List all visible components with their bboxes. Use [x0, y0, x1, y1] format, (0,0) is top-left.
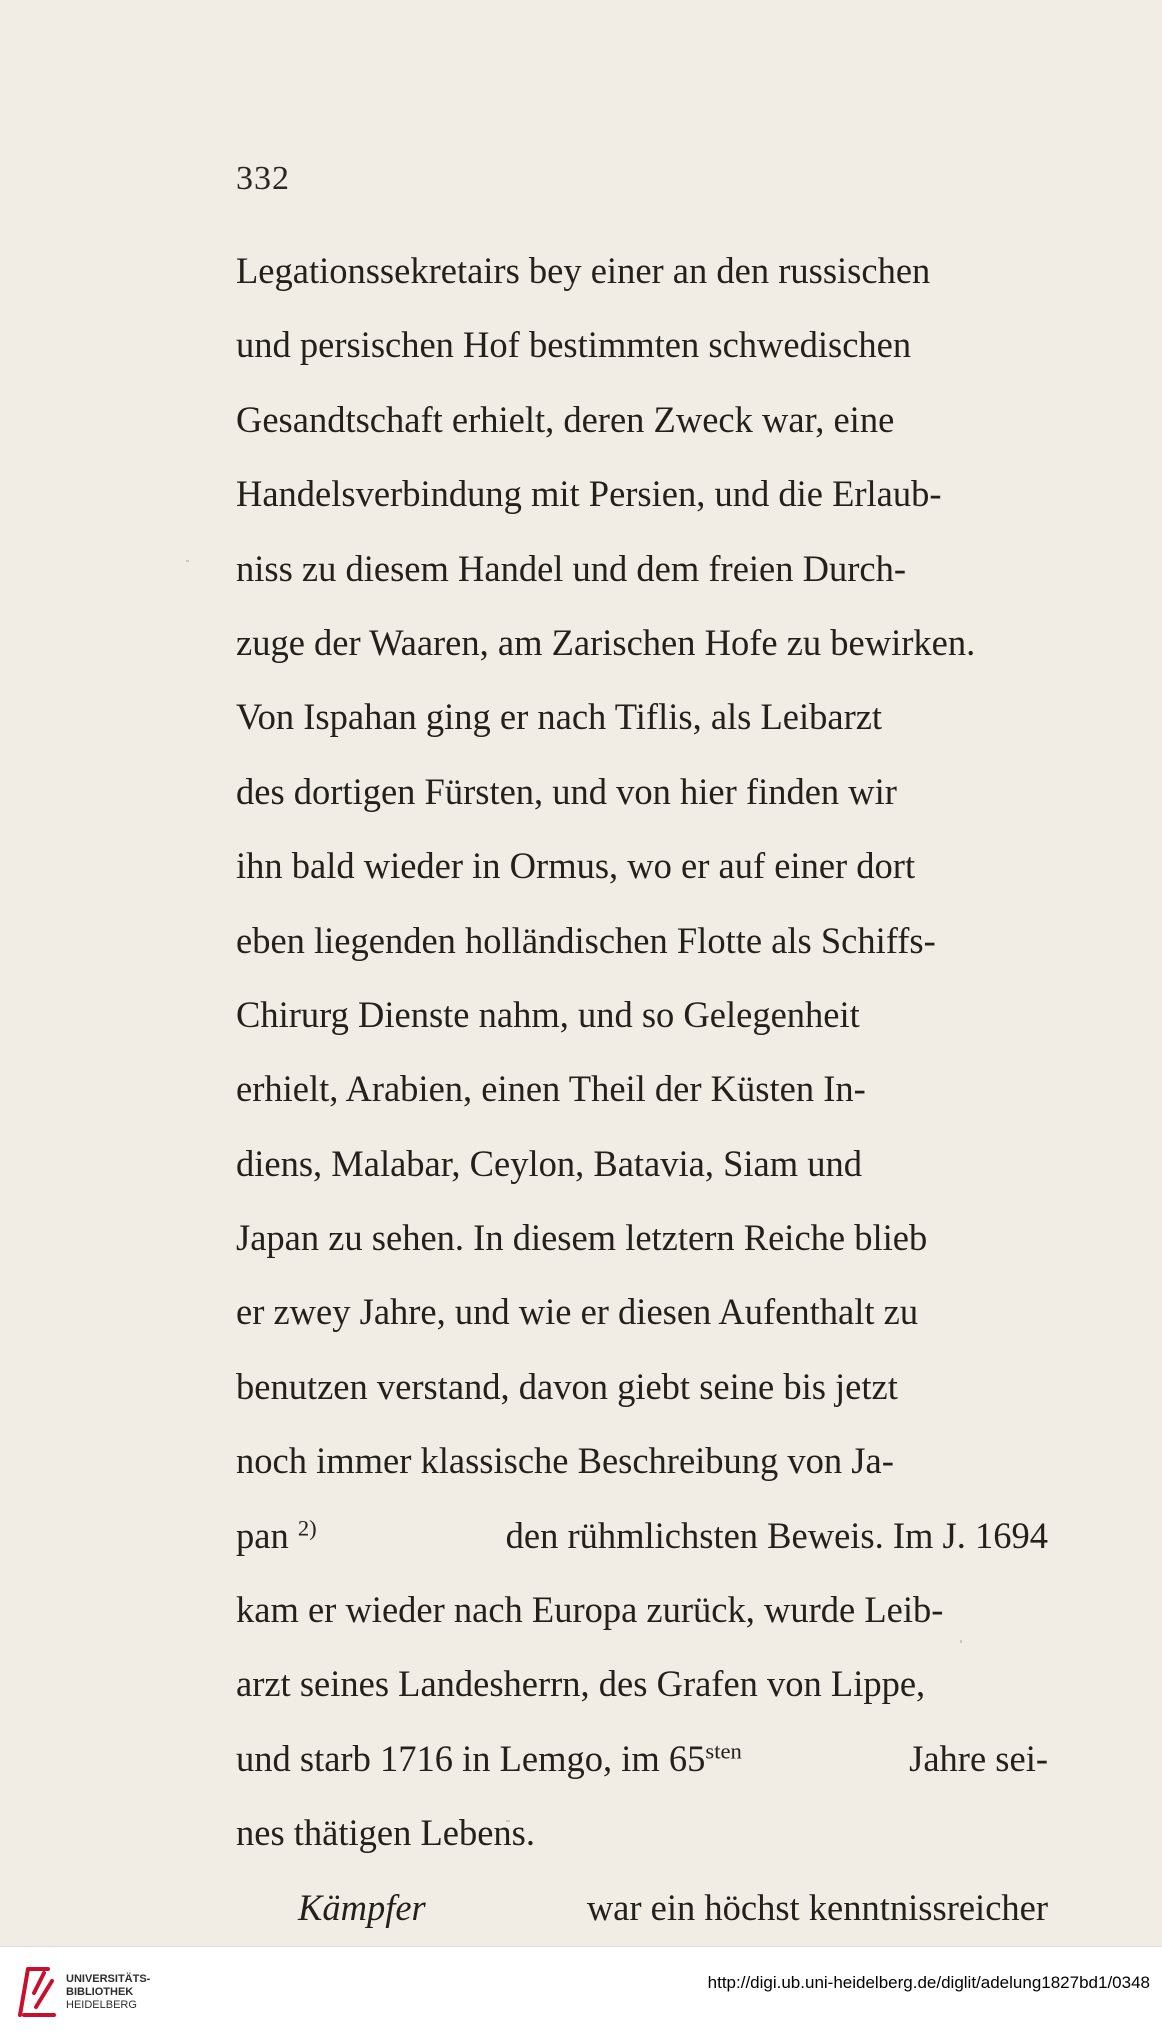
- text-line: des dortigen Fürsten, und von hier finden wir: [236, 770, 897, 812]
- paper-speck: [186, 560, 189, 562]
- text-line: pan $^{2)}$ den rühmlichsten Beweis. Im J. 1694: [236, 1514, 1048, 1556]
- text-line: Japan zu sehen. In diesem letztern Reiche blieb: [236, 1217, 928, 1259]
- text-line: kam er wieder nach Europa zurück, wurde Leib-: [236, 1589, 944, 1631]
- text-line: Chirurg Dienste nahm, und so Gelegenheit: [236, 993, 860, 1035]
- author-name: Kämpfer: [298, 1886, 426, 1928]
- text-line: Legationssekretairs bey einer an den russischen: [236, 250, 931, 291]
- text-line: diens, Malabar, Ceylon, Batavia, Siam und: [236, 1142, 863, 1184]
- text-line: und starb 1716 in Lemgo, im $65^{sten}$ Jahre sei-: [236, 1737, 1048, 1779]
- text-line: erhielt, Arabien, einen Theil der Küsten In-: [236, 1068, 866, 1110]
- footer-bar: [0, 1946, 1162, 2033]
- superscript: sten: [705, 1738, 742, 1764]
- text-line: nes thätigen Lebens.: [236, 1812, 536, 1854]
- source-url[interactable]: http://digi.ub.uni-heidelberg.de/diglit/adelung1827bd1/0348: [707, 1973, 1150, 1992]
- text-line: Handelsverbindung mit Persien, und die Erlaub-: [236, 473, 942, 515]
- text-line: und persischen Hof bestimmten schwedischen: [236, 324, 912, 366]
- text-line: Von Ispahan ging er nach Tiflis, als Leibarzt: [236, 696, 883, 738]
- text-line: benutzen verstand, davon giebt seine bis jetzt: [236, 1365, 898, 1407]
- text-line: er zwey Jahre, und wie er diesen Aufenthalt zu: [236, 1291, 919, 1333]
- text-line: ihn bald wieder in Ormus, wo er auf einer dort: [236, 845, 916, 887]
- text-line: Kämpfer war ein höchst kenntnissreicher: [236, 1871, 1048, 1945]
- library-name: UNIVERSITÄTS- BIBLIOTHEK HEIDELBERG: [66, 1973, 151, 2011]
- text-line: niss zu diesem Handel und dem freien Durch-: [236, 547, 906, 589]
- text-line: arzt seines Landesherrn, des Grafen von Lippe,: [236, 1663, 926, 1705]
- text-line: Gesandtschaft erhielt, deren Zweck war, eine: [236, 398, 895, 440]
- body-text: [236, 234, 1048, 1946]
- ub-heidelberg-logo-icon: [14, 1963, 60, 2019]
- text-line: eben liegenden holländischen Flotte als Schiffs-: [236, 919, 936, 961]
- page-number: 332: [236, 160, 290, 197]
- text-line: zuge der Waaren, am Zarischen Hofe zu bewirken.: [236, 621, 976, 663]
- text-line: noch immer klassische Beschreibung von Ja-: [236, 1440, 894, 1482]
- library-logo[interactable]: [14, 1963, 154, 2019]
- footnote-ref: 2): [297, 1515, 317, 1541]
